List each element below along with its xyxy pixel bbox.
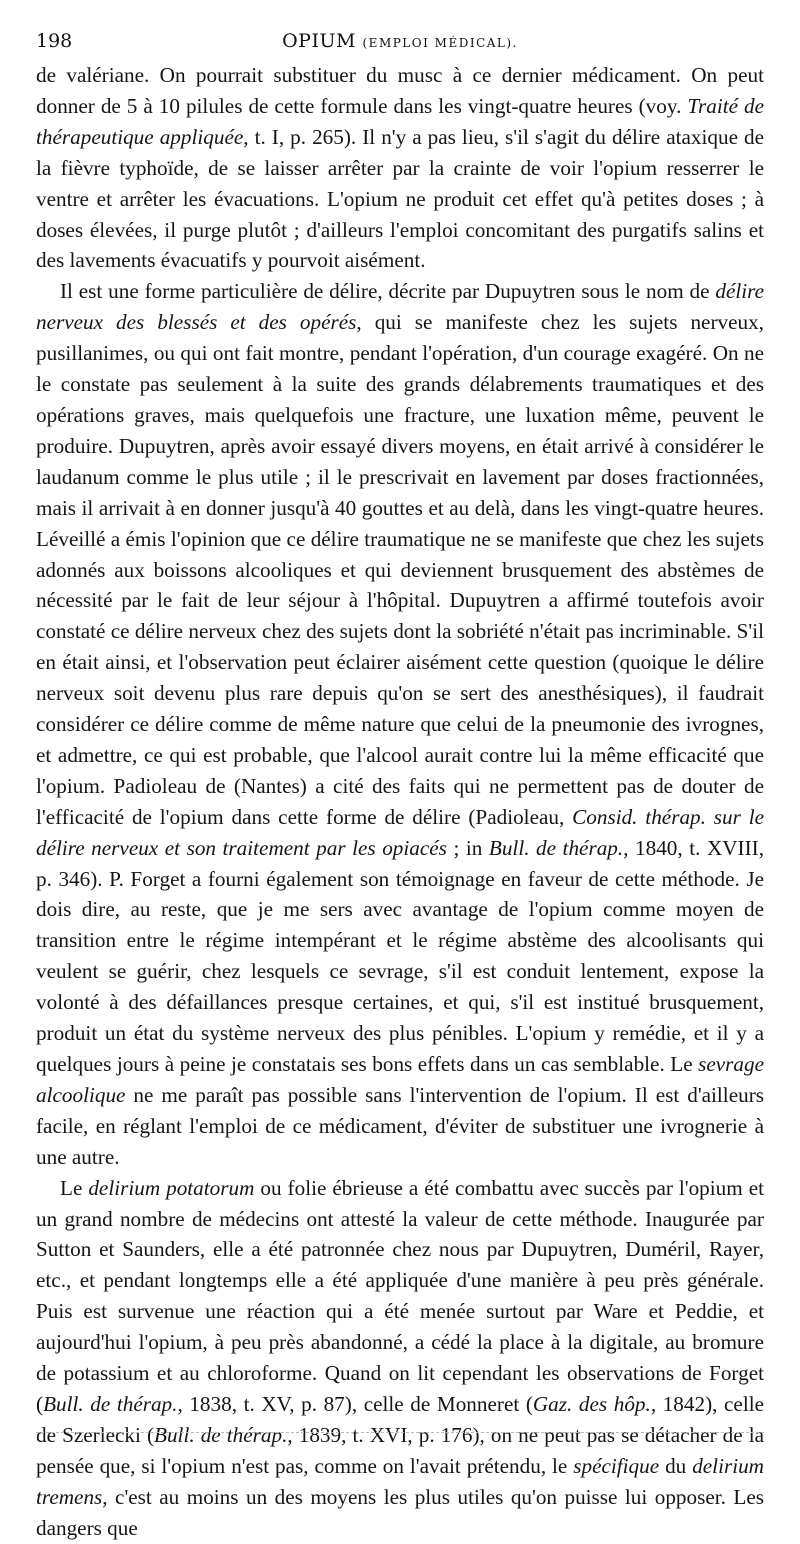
- text-run: Le: [60, 1175, 89, 1200]
- text-run: , 1838, t. XV, p. 87), celle de Monneret (: [177, 1391, 533, 1416]
- text-run: , qui se manifeste chez les sujets nerveux, pusillanimes, ou qui ont fait montre, pendant l'opération, d'un courage exagéré. On ne le constate pas seulement à la suite des grands délabrements traumatiques et des opérations graves, mais quelquefois une fracture, une luxation même, peuvent le produire. Dupuytren, après avoir essayé divers moyens, en était arrivé à considérer le laudanum comme le plus utile ; il le prescrivait en lavement par doses fractionnées, mais il arrivait à en donner jusqu'à 40 gouttes et au delà, dans les vingt-quatre heures. Léveillé a émis l'opinion que ce délire traumatique ne se manifeste que chez les sujets adonnés aux boissons alcooliques et qui deviennent brusquement des abstèmes de nécessité par le fait de leur séjour à l'hôpital. Dupuytren a affirmé toutefois avoir constaté ce délire nerveux chez des sujets dont la sobriété n'était pas incriminable. S'il en était ainsi, et l'observation peut éclairer aisément cette question (quoique le délire nerveux soit devenu plus rare depuis qu'on se sert des anesthésiques), il faudrait considérer ce délire comme de même nature que celui de la pneumonie des ivrognes, et admettre, ce qui est probable, que l'alcool aurait contre lui la même efficacité que l'opium. Padioleau de (Nantes) a cité des faits qui ne permettent pas de douter de l'efficacité de l'opium dans cette forme de délire (Padioleau,: [36, 310, 764, 829]
- italic-text-run: Bull. de thérap.: [154, 1422, 288, 1447]
- italic-text-run: sevrage alcoolique: [36, 1052, 764, 1107]
- text-run: , c'est au moins un des moyens les plus utiles qu'on puisse lui opposer. Les dangers que: [36, 1484, 764, 1540]
- text-run: , 1839, t. XVI, p. 176), on ne peut pas se détacher de la pensée que, si l'opium n'est pas, comme on l'avait prétendu, le: [36, 1422, 764, 1478]
- text-run: , t. I, p. 265). Il n'y a pas lieu, s'il s'agit du délire ataxique de la fièvre typhoïde, de se laisser arrêter par la crainte de voir l'opium resserrer le ventre et arrêter les évacuations. L'opium ne produit cet effet qu'à petites doses ; à doses élevées, il purge plutôt ; d'ailleurs l'emploi concomitant des purgatifs salins et des lavements évacuatifs y pourvoit aisément.: [36, 124, 765, 273]
- paragraph-3: [36, 1173, 764, 1544]
- italic-text-run: Gaz. des hôp.: [532, 1391, 651, 1416]
- text-run: ou folie ébrieuse a été combattu avec succès par l'opium et un grand nombre de médecins ont attesté la valeur de cette méthode. Inaugurée par Sutton et Saunders, elle a été patronnée chez nous par Dupuytren, Duméril, Rayer, etc., et pendant longtemps elle a été appliquée d'une manière à peu près générale. Puis est survenue une réaction qui a été menée surtout par Ware et Peddie, et aujourd'hui l'opium, à peu près abandonné, a cédé la place à la digitale, au bromure de potassium et au chloroforme. Quand on lit cependant les observations de Forget (: [36, 1175, 764, 1416]
- italic-text-run: Traité de thérapeutique appliquée: [36, 93, 764, 149]
- italic-text-run: délire nerveux des blessés et des opérés: [36, 279, 764, 335]
- italic-text-run: delirium potatorum: [88, 1175, 255, 1200]
- text-run: , 1842), celle de Szerlecki (: [36, 1391, 764, 1447]
- running-head: [36, 22, 764, 56]
- text-run: ; in: [446, 835, 489, 860]
- text-run: ne me paraît pas possible sans l'intervention de l'opium. Il est d'ailleurs facile, en réglant l'emploi de ce médicament, d'éviter de substituer une ivrognerie à une autre.: [36, 1082, 764, 1169]
- page-number: 198: [36, 30, 73, 52]
- text-run: du: [659, 1453, 693, 1478]
- running-title-main: OPIUM: [282, 30, 356, 52]
- body-text: [36, 60, 764, 1544]
- italic-text-run: Bull. de thérap.: [43, 1391, 178, 1416]
- italic-text-run: delirium tremens: [36, 1453, 764, 1509]
- text-run: de valériane. On pourrait substituer du musc à ce dernier médicament. On peut donner de 5 à 10 pilules de cette formule dans les vingt-quatre heures (voy.: [36, 63, 764, 118]
- text-run: , 1840, t. XVIII, p. 346). P. Forget a fourni également son témoignage en faveur de cette méthode. Je dois dire, au reste, que je me sers avec avantage de l'opium comme moyen de transition entre le régime intempérant et le régime abstème des alcoolisants qui veulent se guérir, chez lesquels ce sevrage, s'il est conduit lentement, expose la volonté à des défaillances presque certaines, et qui, s'il est institué brusquement, produit un état du système nerveux des plus pénibles. L'opium y remédie, et il y a quelques jours à peine je constatais ses bons effets dans un cas semblable. Le: [36, 835, 765, 1076]
- italic-text-run: Consid. thérap. sur le délire nerveux et son traitement par les opiacés: [36, 804, 764, 860]
- footer-rule: [36, 1432, 764, 1433]
- paragraph-1: [36, 60, 764, 276]
- paragraph-2: [36, 276, 764, 1172]
- italic-text-run: spécifique: [573, 1453, 660, 1478]
- running-title: [36, 30, 764, 52]
- italic-text-run: Bull. de thérap.: [488, 835, 624, 860]
- text-run: Il est une forme particulière de délire, décrite par Dupuytren sous le nom de: [60, 279, 716, 304]
- running-title-subtitle: (EMPLOI MÉDICAL).: [362, 36, 518, 50]
